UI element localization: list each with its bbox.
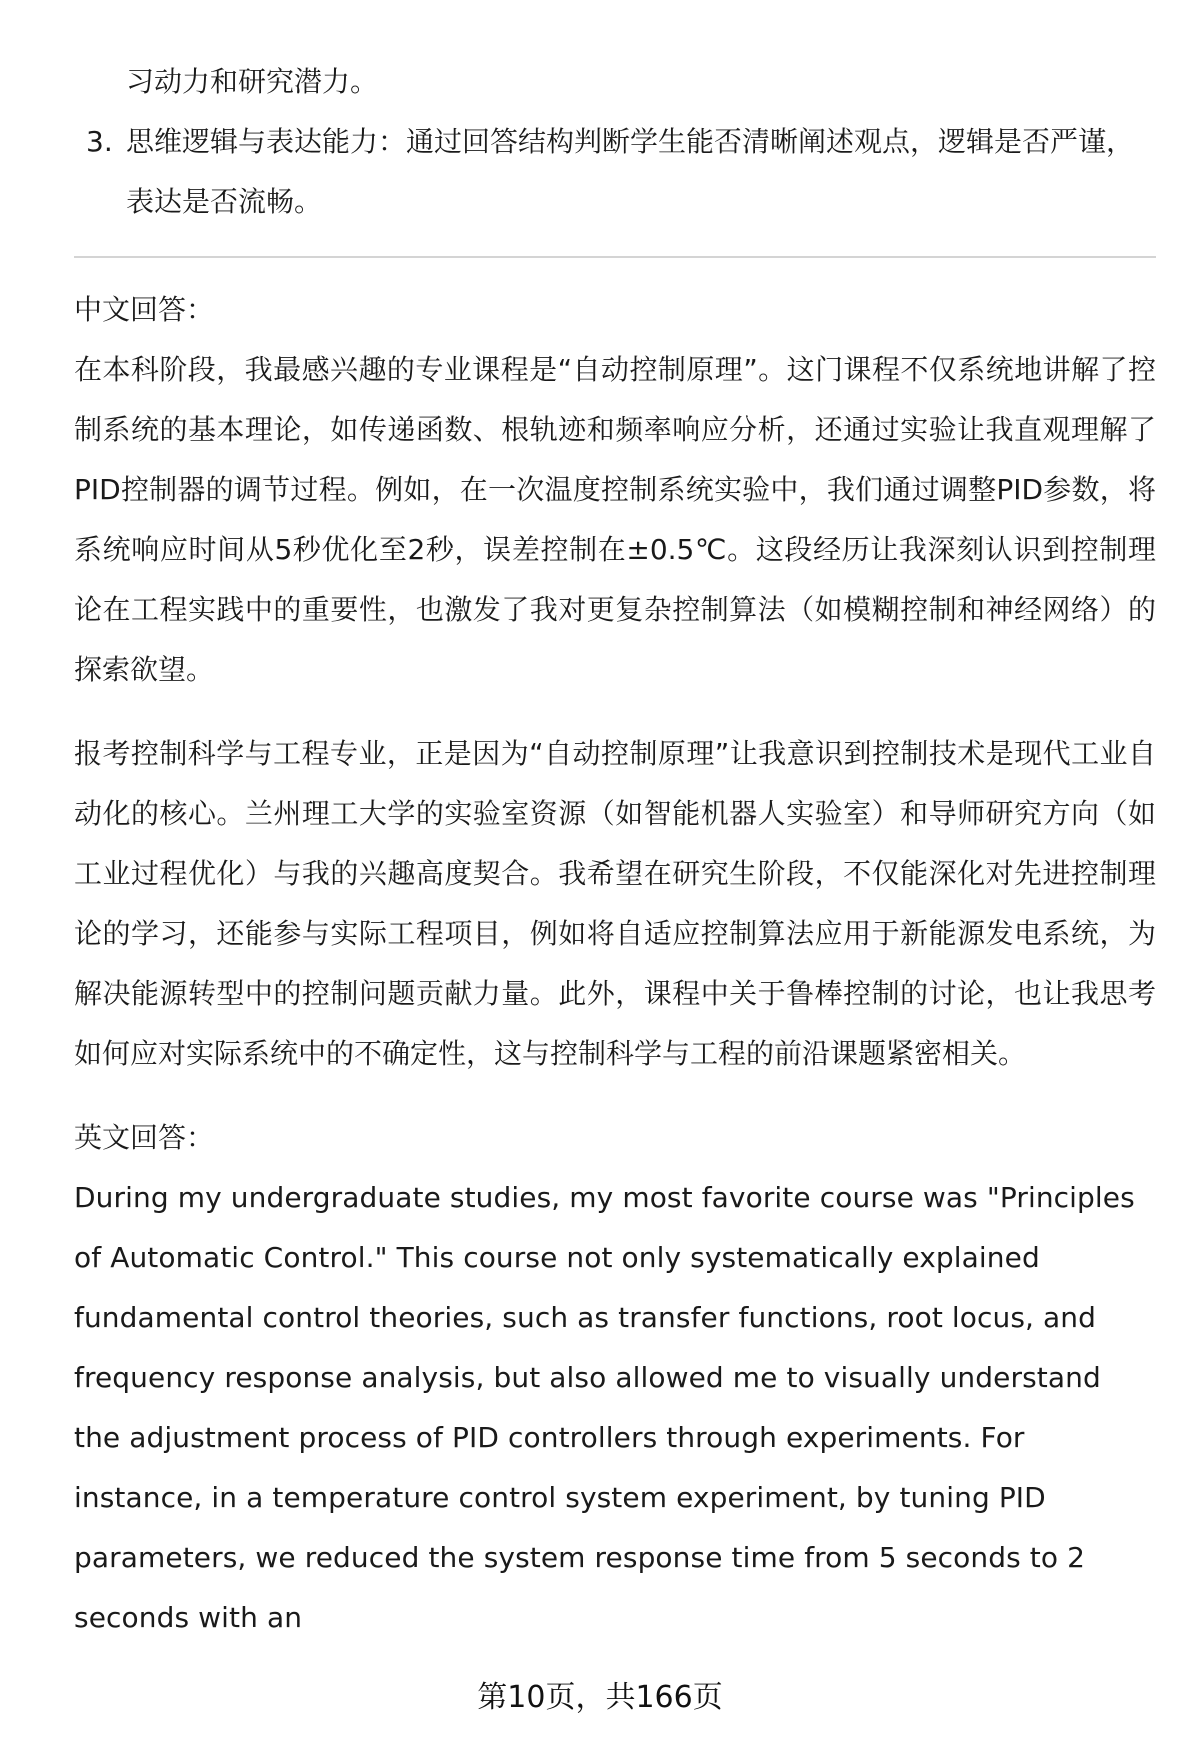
chinese-paragraph-1: 在本科阶段，我最感兴趣的专业课程是“自动控制原理”。这门课程不仅系统地讲解了控制系统的基本理论，如传递函数、根轨迹和频率响应分析，还通过实验让我直观理解了PID控制器的调节过程。例如，在一次温度控制系统实验中，我们通过调整PID参数，将系统响应时间从5秒优化至2秒，误差控制在±0.5℃。这段经历让我深刻认识到控制理论在工程实践中的重要性，也激发了我对更复杂控制算法（如模糊控制和神经网络）的探索欲望。 xyxy=(74,353,1156,686)
english-paragraph-1: During my undergraduate studies, my most favorite course was "Principles of Automatic Control." This course not only systematically explained fundamental control theories, such as transfer functions, root locus, and frequency response analysis, but also allowed me to visually understand the adjustment process of PID controllers through experiments. For instance, in a temperature control system experiment, by tuning PID parameters, we reduced the system response time from 5 seconds to 2 seconds with an xyxy=(74,1181,1135,1634)
list-item-2-tail: 习动力和研究潜力。 xyxy=(126,65,379,98)
list-item-continuation xyxy=(74,52,1156,112)
chinese-answer-heading: 中文回答： xyxy=(74,293,215,326)
page-number: 第10页，共166页 xyxy=(477,1680,723,1715)
section-divider xyxy=(74,256,1156,258)
list-item-3 xyxy=(74,112,1156,232)
criteria-list xyxy=(74,52,1156,232)
chinese-paragraph-2: 报考控制科学与工程专业，正是因为“自动控制原理”让我意识到控制技术是现代工业自动化的核心。兰州理工大学的实验室资源（如智能机器人实验室）和导师研究方向（如工业过程优化）与我的兴趣高度契合。我希望在研究生阶段，不仅能深化对先进控制理论的学习，还能参与实际工程项目，例如将自适应控制算法应用于新能源发电系统，为解决能源转型中的控制问题贡献力量。此外，课程中关于鲁棒控制的讨论，也让我思考如何应对实际系统中的不确定性，这与控制科学与工程的前沿课题紧密相关。 xyxy=(74,737,1156,1070)
list-item-text: 思维逻辑与表达能力：通过回答结构判断学生能否清晰阐述观点，逻辑是否严谨，表达是否流畅。 xyxy=(126,125,1135,218)
page-content xyxy=(74,52,1156,1648)
list-item-number: 3. xyxy=(86,125,113,158)
english-answer-heading: 英文回答： xyxy=(74,1121,215,1154)
